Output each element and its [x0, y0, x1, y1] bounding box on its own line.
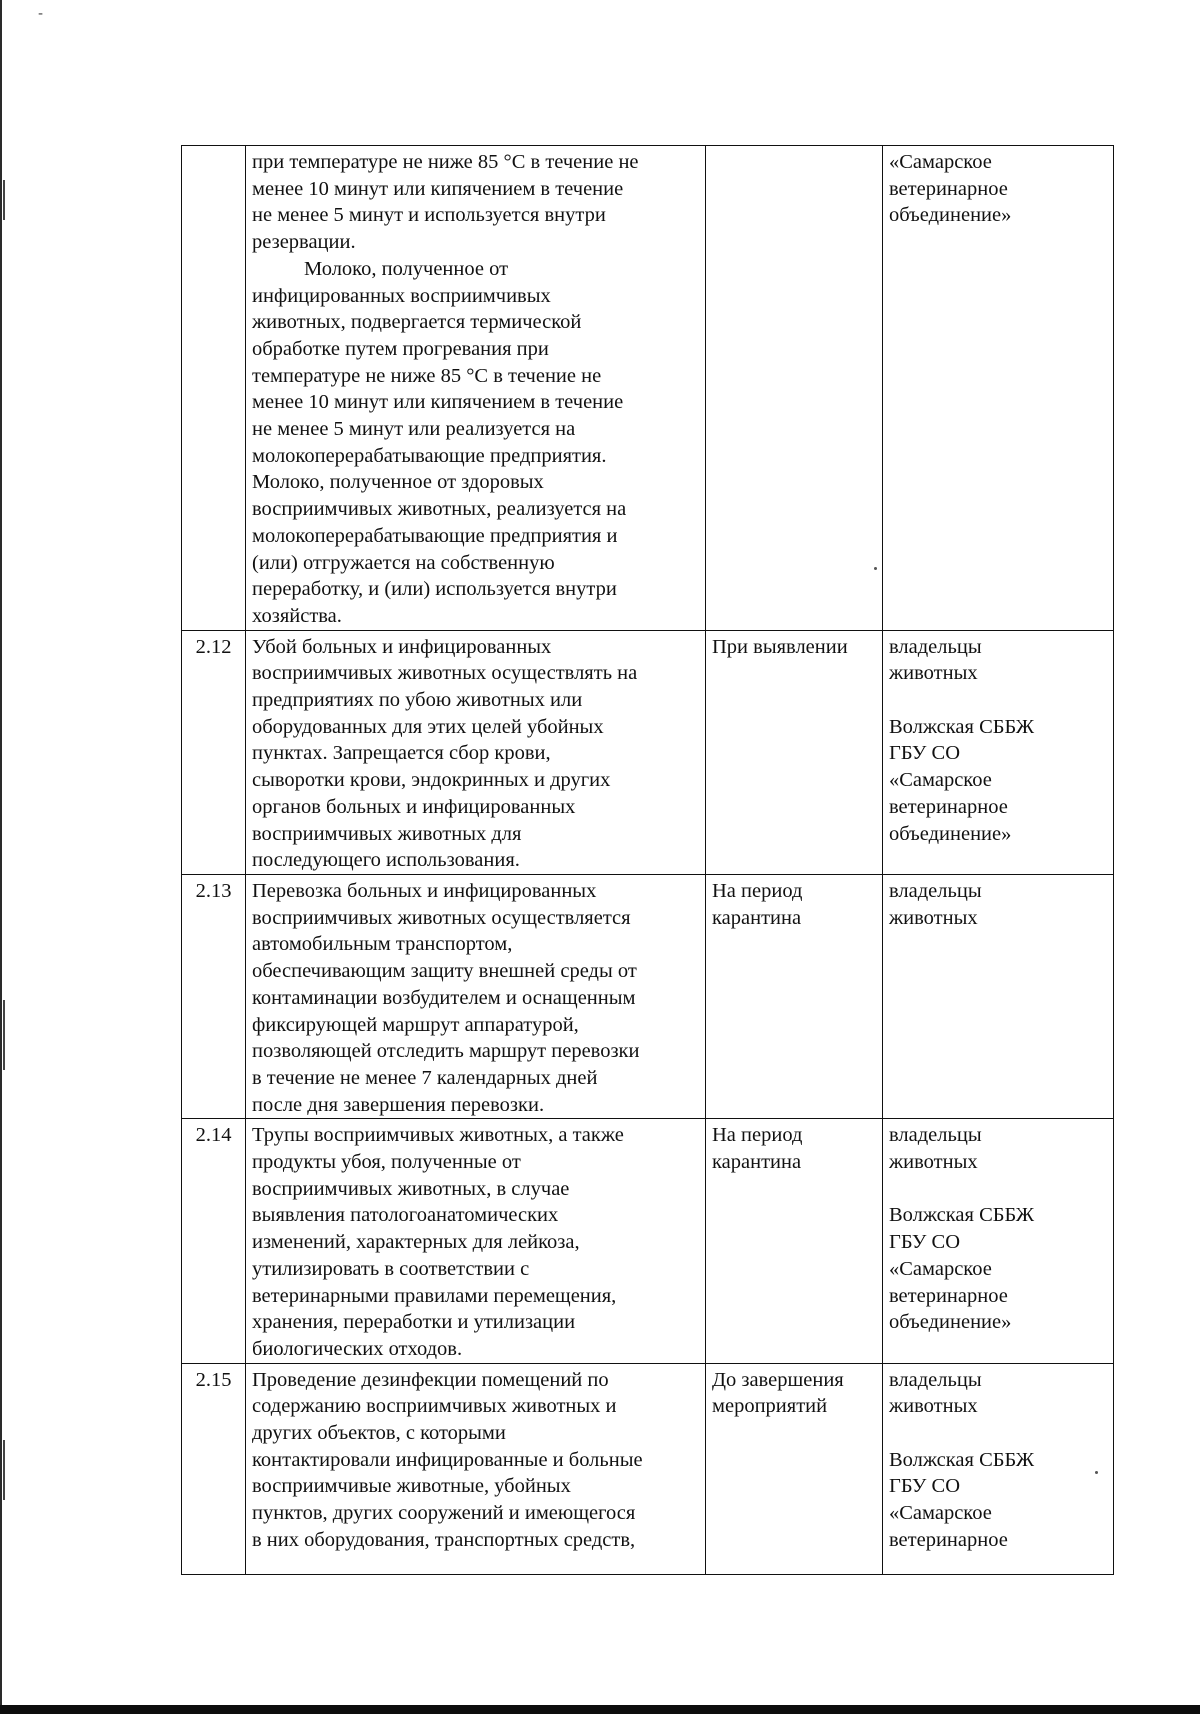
responsible-line: животных	[889, 1151, 978, 1174]
term-line: карантина	[712, 906, 802, 929]
responsible-line: владельцы	[889, 635, 982, 658]
responsible-line: ГБУ СО	[889, 742, 961, 765]
table-row	[182, 630, 1114, 874]
description-line: обеспечивающим защиту внешней среды от	[252, 960, 637, 983]
description-line: в течение не менее 7 календарных дней	[252, 1066, 598, 1089]
description-line: Трупы восприимчивых животных, а также	[252, 1124, 624, 1147]
scan-left-edge	[0, 0, 2, 1714]
row-number-cell	[182, 874, 246, 1118]
responsible-line: ветеринарное	[889, 1528, 1008, 1551]
responsible-line: ветеринарное	[889, 795, 1008, 818]
description-line: последующего использования.	[252, 849, 520, 872]
responsible-line	[889, 687, 1107, 714]
description-line: контактировали инфицированные и больные	[252, 1448, 643, 1471]
description-line: биологических отходов.	[252, 1337, 463, 1360]
description-line: не менее 5 минут или реализуется на	[252, 418, 576, 441]
description-line: автомобильным транспортом,	[252, 933, 513, 956]
description-line: изменений, характерных для лейкоза,	[252, 1231, 580, 1254]
description-cell	[246, 630, 706, 874]
term-cell	[706, 1363, 883, 1574]
responsible-line: «Самарское	[889, 769, 992, 792]
responsible-line: Волжская СББЖ	[889, 1204, 1035, 1227]
responsible-line: объединение»	[889, 822, 1012, 845]
description-cell	[246, 146, 706, 631]
description-line: Молоко, полученное от	[304, 257, 509, 280]
responsible-cell	[883, 1119, 1114, 1363]
table-row	[182, 146, 1114, 631]
description-line: хранения, переработки и утилизации	[252, 1311, 576, 1334]
term-line: На период	[712, 879, 803, 902]
description-line: позволяющей отследить маршрут перевозки	[252, 1040, 640, 1063]
responsible-line: владельцы	[889, 1124, 982, 1147]
description-line: менее 10 минут или кипячением в течение	[252, 177, 624, 200]
description-line: восприимчивых животных для	[252, 822, 522, 845]
description-line: пунктов, других сооружений и имеющегося	[252, 1502, 636, 1525]
term-line: мероприятий	[712, 1395, 828, 1418]
description-line: сыворотки крови, эндокринных и других	[252, 769, 611, 792]
row-number: 2.14	[195, 1124, 232, 1147]
row-number: 2.13	[195, 879, 232, 902]
description-line: в них оборудования, транспортных средств,	[252, 1528, 636, 1551]
responsible-line: «Самарское	[889, 151, 992, 173]
scan-artifact	[3, 1000, 5, 1070]
responsible-cell	[883, 630, 1114, 874]
description-cell	[246, 874, 706, 1118]
description-line: Молоко, полученное от здоровых	[252, 471, 544, 494]
term-cell	[706, 630, 883, 874]
description-line: молокоперерабатывающие предприятия.	[252, 444, 607, 467]
description-line: обработке путем прогревания при	[252, 337, 549, 360]
responsible-line: Волжская СББЖ	[889, 715, 1035, 738]
description-line: восприимчивых животных, в случае	[252, 1177, 570, 1200]
responsible-line: животных	[889, 662, 978, 685]
description-line: не менее 5 минут и используется внутри	[252, 204, 606, 227]
responsible-line: владельцы	[889, 1368, 982, 1391]
description-line: молокоперерабатывающие предприятия и	[252, 524, 618, 547]
description-line: температуре не ниже 85 °С в течение не	[252, 364, 602, 387]
description-cell	[246, 1119, 706, 1363]
description-line: (или) отгружается на собственную	[252, 551, 555, 574]
description-line: менее 10 минут или кипячением в течение	[252, 391, 624, 414]
description-line: содержанию восприимчивых животных и	[252, 1395, 617, 1418]
description-line: утилизировать в соответствии с	[252, 1257, 530, 1280]
responsible-line: ветеринарное	[889, 1284, 1008, 1307]
row-number-cell	[182, 630, 246, 874]
description-line: Перевозка больных и инфицированных	[252, 879, 597, 902]
responsible-line: «Самарское	[889, 1502, 992, 1525]
scan-bottom-edge	[0, 1705, 1200, 1714]
description-line: органов больных и инфицированных	[252, 795, 576, 818]
description-line: восприимчивые животные, убойных	[252, 1475, 571, 1498]
scan-artifact	[3, 180, 5, 220]
term-cell	[706, 874, 883, 1118]
description-line: ветеринарными правилами перемещения,	[252, 1284, 617, 1307]
term-line: карантина	[712, 1151, 802, 1174]
term-cell	[706, 1119, 883, 1363]
responsible-cell	[883, 146, 1114, 631]
term-cell	[706, 146, 883, 631]
scan-mark: -	[38, 6, 44, 22]
description-line: фиксирующей маршрут аппаратурой,	[252, 1013, 579, 1036]
responsible-line: «Самарское	[889, 1257, 992, 1280]
responsible-line	[889, 1420, 1107, 1447]
description-line: инфицированных восприимчивых	[252, 284, 551, 307]
description-line: предприятиях по убою животных или	[252, 689, 583, 712]
responsible-line	[889, 1176, 1107, 1203]
description-line: восприимчивых животных осуществлять на	[252, 662, 638, 685]
description-line: животных, подвергается термической	[252, 311, 582, 334]
description-line: выявления патологоанатомических	[252, 1204, 559, 1227]
table-row	[182, 874, 1114, 1118]
responsible-line: объединение»	[889, 1311, 1012, 1334]
description-line: при температуре не ниже 85 °С в течение не	[252, 151, 639, 173]
row-number-cell	[182, 1363, 246, 1574]
responsible-line: ГБУ СО	[889, 1231, 961, 1254]
term-line: На период	[712, 1124, 803, 1147]
row-number: 2.15	[195, 1368, 232, 1391]
description-line: переработку, и (или) используется внутри	[252, 578, 617, 601]
table-row	[182, 1363, 1114, 1574]
table-body	[182, 146, 1114, 1575]
responsible-cell	[883, 1363, 1114, 1574]
description-cell	[246, 1363, 706, 1574]
term-line: До завершения	[712, 1368, 844, 1391]
description-line: Убой больных и инфицированных	[252, 635, 552, 658]
description-line: Проведение дезинфекции помещений по	[252, 1368, 609, 1391]
description-line: контаминации возбудителем и оснащенным	[252, 986, 636, 1009]
description-line: других объектов, с которыми	[252, 1422, 506, 1445]
row-number-cell	[182, 146, 246, 631]
row-number-cell	[182, 1119, 246, 1363]
description-line: хозяйства.	[252, 604, 342, 627]
description-line: оборудованных для этих целей убойных	[252, 715, 604, 738]
responsible-line: объединение»	[889, 204, 1012, 227]
responsible-line: животных	[889, 1395, 978, 1418]
responsible-line: Волжская СББЖ	[889, 1448, 1035, 1471]
responsible-line: ГБУ СО	[889, 1475, 961, 1498]
table-row	[182, 1119, 1114, 1363]
description-line: восприимчивых животных, реализуется на	[252, 498, 627, 521]
description-line: после дня завершения перевозки.	[252, 1093, 545, 1116]
responsible-cell	[883, 874, 1114, 1118]
responsible-line: животных	[889, 906, 978, 929]
row-number: 2.12	[195, 635, 232, 658]
description-line: пунктах. Запрещается сбор крови,	[252, 742, 551, 765]
description-line: восприимчивых животных осуществляется	[252, 906, 631, 929]
term-line: При выявлении	[712, 635, 848, 658]
description-line: резервации.	[252, 231, 356, 254]
measures-table	[181, 145, 1114, 1575]
description-line: продукты убоя, полученные от	[252, 1151, 521, 1174]
responsible-line: владельцы	[889, 879, 982, 902]
responsible-line: ветеринарное	[889, 177, 1008, 200]
scan-artifact	[3, 1440, 5, 1500]
